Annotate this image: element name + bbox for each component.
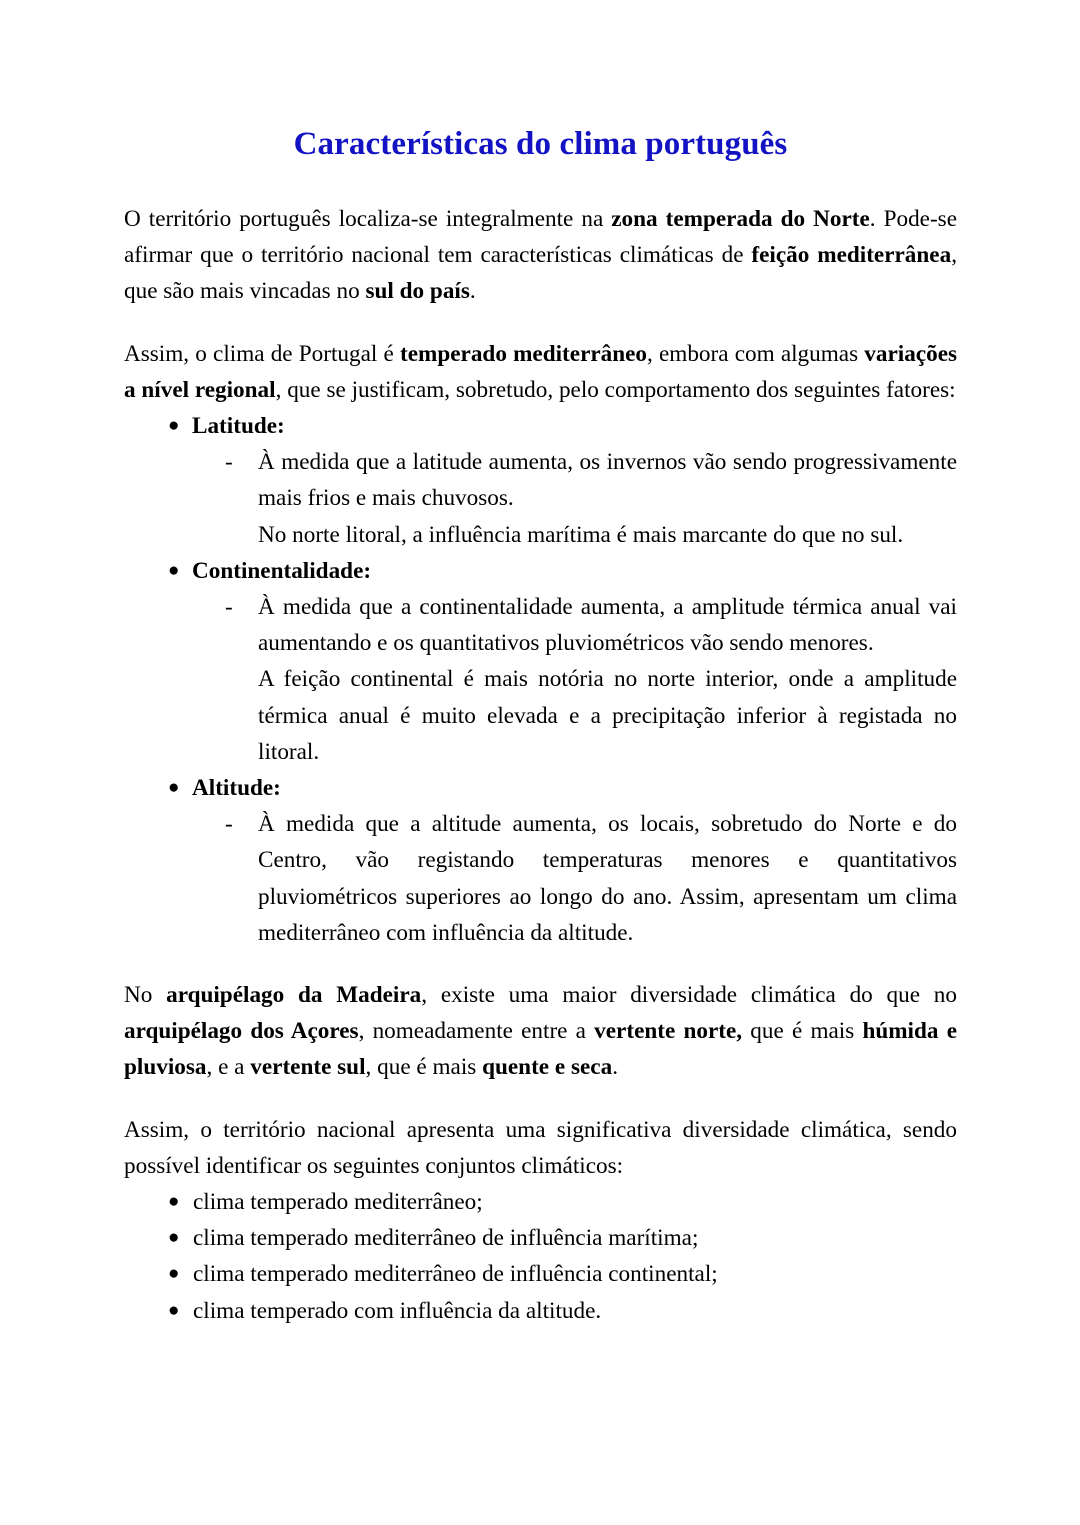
bullet-icon: ●	[168, 776, 180, 798]
dash-icon: -	[225, 449, 233, 476]
body-text: Assim, o território nacional apresenta uma significativa diversidade climática, sendo possível identificar os seguintes conjuntos climáticos:	[124, 1116, 957, 1179]
bullet-icon: ●	[168, 414, 180, 436]
factor-sub-text: No norte litoral, a influência marítima é mais marcante do que no sul.	[258, 521, 904, 548]
factor-sub-list	[192, 589, 957, 770]
factor-sub-text: À medida que a latitude aumenta, os invernos vão sendo progressivamente mais frios e mais chuvosos.	[258, 449, 957, 512]
bullet-icon: ●	[168, 1191, 180, 1213]
emphasis-text: temperado mediterrâneo	[400, 340, 648, 367]
dash-icon: -	[225, 593, 233, 620]
climate-type-item	[124, 1184, 957, 1220]
factor-sub-text: A feição continental é mais notória no norte interior, onde a amplitude térmica anual é muito elevada e a precipitação inferior à registada no litoral.	[258, 666, 957, 765]
paragraph-intro-1	[124, 201, 957, 310]
climate-type-label: clima temperado com influência da altitude.	[193, 1297, 602, 1324]
emphasis-text: vertente sul	[250, 1054, 366, 1081]
page-title: Características do clima português	[293, 126, 788, 162]
factor-item	[124, 770, 957, 951]
emphasis-text: arquipélago da Madeira	[166, 982, 422, 1008]
factor-item	[124, 408, 957, 553]
body-text: . Pode-se afirmar que o território nacional tem características climáticas de	[124, 205, 957, 269]
body-text: que é mais	[742, 1018, 863, 1045]
climate-type-item	[124, 1293, 957, 1329]
emphasis-text: zona temperada do Norte	[611, 205, 870, 232]
document-content	[124, 0, 957, 1329]
body-text: , e a	[206, 1054, 251, 1081]
factor-item	[124, 553, 957, 770]
emphasis-text: sul do país	[365, 278, 470, 305]
factor-sub-list	[192, 444, 957, 553]
factor-sub-item	[192, 444, 957, 553]
climate-type-item	[124, 1220, 957, 1256]
factor-label: Continentalidade:	[192, 557, 372, 584]
factor-label: Latitude:	[192, 412, 285, 439]
climate-type-item	[124, 1256, 957, 1292]
body-text: , que é mais	[365, 1054, 483, 1081]
factor-sub-text: À medida que a continentalidade aumenta, a amplitude térmica anual vai aumentando e os quantitativos pluviométricos vão sendo menores.	[258, 593, 957, 657]
paragraph-intro-2	[124, 336, 957, 408]
factor-sub-item	[192, 589, 957, 770]
body-text: , que são mais vincadas no	[124, 242, 957, 305]
climate-type-label: clima temperado mediterrâneo de influência continental;	[193, 1261, 718, 1288]
climate-type-label: clima temperado mediterrâneo;	[193, 1189, 483, 1216]
emphasis-text: feição mediterrânea	[751, 242, 952, 269]
body-text: , que se justificam, sobretudo, pelo comportamento dos seguintes fatores:	[275, 376, 956, 403]
emphasis-text: variações a nível regional	[124, 340, 958, 403]
factor-sub-item	[192, 806, 957, 951]
factor-label: Altitude:	[192, 774, 281, 801]
factors-list	[124, 408, 957, 951]
emphasis-text: quente e seca	[482, 1054, 613, 1081]
body-text: O território português localiza-se integralmente na	[124, 205, 612, 232]
emphasis-text: vertente norte,	[594, 1018, 743, 1045]
emphasis-text: arquipélago dos Açores	[124, 1018, 359, 1045]
bullet-icon: ●	[168, 559, 180, 581]
climate-types-list	[124, 1184, 957, 1329]
climate-type-label: clima temperado mediterrâneo de influência marítima;	[193, 1225, 699, 1252]
body-text: No	[124, 982, 167, 1008]
bullet-icon: ●	[168, 1299, 180, 1321]
factor-sub-text: À medida que a altitude aumenta, os locais, sobretudo do Norte e do Centro, vão registando temperaturas menores e quantitativos pluviométricos superiores ao longo do ano. Assim, apresentam um clima mediterrâneo com influência da altitude.	[258, 811, 957, 946]
body-text: Assim, o clima de Portugal é	[124, 340, 401, 367]
paragraph-islands	[124, 977, 957, 1086]
dash-icon: -	[225, 811, 233, 838]
emphasis-text: húmida e pluviosa	[124, 1018, 957, 1081]
bullet-icon: ●	[168, 1263, 180, 1285]
body-text: .	[612, 1054, 618, 1081]
paragraph-conclusion	[124, 1112, 957, 1184]
body-text: , existe uma maior diversidade climática do que no	[421, 982, 957, 1008]
body-text: , nomeadamente entre a	[358, 1018, 595, 1045]
factor-sub-list	[192, 806, 957, 951]
bullet-icon: ●	[168, 1227, 180, 1249]
body-text: , embora com algumas	[647, 340, 865, 367]
body-text: .	[469, 278, 476, 305]
